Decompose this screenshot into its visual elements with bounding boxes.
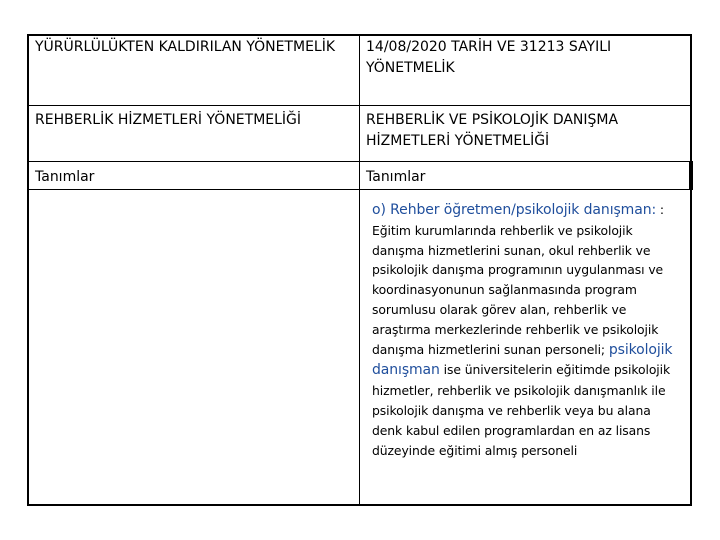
regulation-comparison-table xyxy=(27,34,692,506)
new-definitions-heading-text: Tanımlar xyxy=(366,169,426,185)
row3-right-thick-border xyxy=(689,161,693,190)
old-regulation-name-text: REHBERLİK HİZMETLERİ YÖNETMELİĞİ xyxy=(35,112,302,128)
new-definition-cell xyxy=(372,200,682,500)
table-border-right xyxy=(690,34,692,506)
new-regulation-header-text: 14/08/2020 TARİH VE 31213 SAYILI YÖNETMELİK xyxy=(366,39,612,76)
old-definitions-heading-text: Tanımlar xyxy=(35,169,95,185)
new-regulation-name-text: REHBERLİK VE PSİKOLOJİK DANIŞMA HİZMETLERİ YÖNETMELİĞİ xyxy=(366,112,619,149)
definition-text-part-1: : Eğitim kurumlarında rehberlik ve psikolojik danışma hizmetlerini sunan, okul rehberlik ve psikolojik danışma programının uygulanması ve koordinasyonunun sağlanmasında program sorumlusu olarak görev alan, rehberlik ve araştırma merkezlerinde rehberlik ve psikolojik danışma hizmetlerini sunan personeli; xyxy=(372,202,664,357)
new-regulation-name xyxy=(360,110,690,161)
repealed-regulation-header xyxy=(29,37,359,105)
old-regulation-name xyxy=(29,110,359,161)
old-definitions-heading xyxy=(29,167,359,189)
definition-term-psychological-counselor: psikolojik danışman xyxy=(372,341,673,379)
definition-term-counselor-teacher: o) Rehber öğretmen/psikolojik danışman: xyxy=(372,202,657,218)
new-regulation-header xyxy=(360,37,690,105)
new-definitions-heading xyxy=(360,167,689,189)
repealed-regulation-header-text: YÜRÜRLÜLÜKTEN KALDIRILAN YÖNETMELİK xyxy=(35,39,336,55)
old-definition-cell xyxy=(29,190,359,504)
definition-text-part-2: ise üniversitelerin eğitimde psikolojik hizmetler, rehberlik ve psikolojik danışmanlık ile psikolojik danışma ve rehberlik veya bu alana denk kabul edilen programlardan en az lisans düzeyinde eğitimi almış personeli xyxy=(372,362,671,458)
